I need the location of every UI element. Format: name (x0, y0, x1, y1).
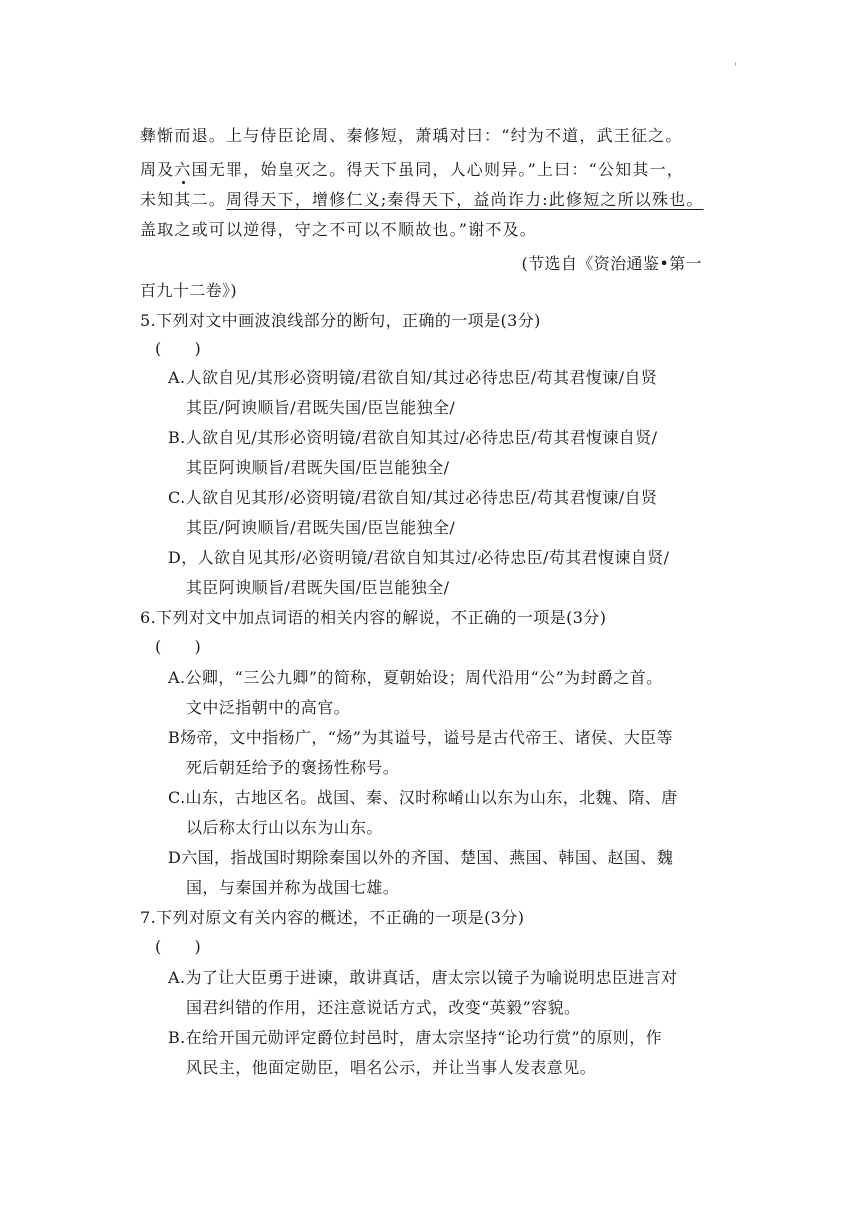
q7-stem: 7.下列对原文有关内容的概述，不正确的一项是(3分) (140, 908, 525, 927)
passage-line-2 (140, 158, 684, 182)
passage-line-3-a: 未知其二。 (140, 190, 227, 209)
page-mark: ' (734, 62, 737, 73)
q6-option-c-cont: 以后称太行山以东为山东。 (186, 818, 383, 837)
q6-answer-blank: ( ) (155, 637, 202, 656)
passage-line-2-a: 周及 (140, 160, 175, 179)
source-line-2: 百九十二卷》) (140, 281, 238, 300)
q7-option-a-cont: 国君纠错的作用，还注意说话方式，改变“英毅”容貌。 (186, 998, 581, 1017)
underlined-sentence: 周得天下，增修仁义;秦得天下，益尚诈力:此修短之所以殊也。 (226, 190, 704, 209)
q6-option-a-cont: 文中泛指朝中的高官。 (186, 698, 351, 717)
dotted-word-liuguo: 六 (174, 160, 192, 179)
q6-option-d: D六国，指战国时期除秦国以外的齐国、楚国、燕国、韩国、赵国、魏 (168, 848, 674, 867)
q5-answer-blank: ( ) (155, 339, 202, 358)
q5-option-a-cont: 其臣/阿谀顺旨/君既失国/臣岂能独全/ (186, 398, 456, 417)
q5-option-d-cont: 其臣阿谀顺旨/君既失国/臣岂能独全/ (186, 578, 450, 597)
passage-line-4: 盖取之或可以逆得，守之不可以不顺故也。”谢不及。 (140, 220, 537, 239)
q5-option-c: C.人欲自见其形/必资明镜/君欲自知/其过必待忠臣/苟其君愎谏/自贤 (168, 488, 658, 507)
q5-option-b: B.人欲自见/其形必资明镜/君欲自知其过/必待忠臣/苟其君愎谏自贤/ (168, 428, 658, 447)
q5-option-a: A.人欲自见/其形必资明镜/君欲自知/其过必待忠臣/苟其君愎谏/自贤 (168, 368, 658, 387)
q6-stem: 6.下列对文中加点词语的相关内容的解说，不正确的一项是(3分) (140, 608, 607, 627)
q6-option-d-cont: 国，与秦国并称为战国七雄。 (186, 878, 400, 897)
q7-option-b-cont: 风民主，他面定勋臣，唱名公示，并让当事人发表意见。 (186, 1058, 597, 1077)
source-line-1: (节选自《资治通鉴•第一 (521, 254, 702, 273)
q6-option-a: A.公卿，“三公九卿”的简称，夏朝始设；周代沿用“公”为封爵之首。 (168, 668, 663, 687)
q7-option-b: B.在给开国元勋评定爵位封邑时，唐太宗坚持“论功行赏”的原则，作 (168, 1028, 663, 1047)
passage-line-1: 彝惭而退。上与侍臣论周、秦修短，萧瑀对曰：“纣为不道，武王征之。 (140, 126, 683, 145)
q5-stem: 5.下列对文中画波浪线部分的断句，正确的一项是(3分) (140, 311, 541, 330)
passage-line-3 (140, 188, 704, 212)
q6-option-c: C.山东，古地区名。战国、秦、汉时称崤山以东为山东，北魏、隋、唐 (168, 788, 678, 807)
q5-option-b-cont: 其臣阿谀顺旨/君既失国/臣岂能独全/ (186, 458, 450, 477)
q6-option-b-cont: 死后朝廷给予的褒扬性称号。 (186, 758, 400, 777)
passage-line-2-c: 国无罪，始皇灭之。得天下虽同，人心则异。”上曰：“公知其一， (191, 160, 684, 179)
q5-option-c-cont: 其臣/阿谀顺旨/君既失国/臣岂能独全/ (186, 518, 456, 537)
q7-answer-blank: ( ) (155, 937, 202, 956)
q6-option-b: B炀帝，文中指杨广，“炀”为其谥号，谥号是古代帝王、诸侯、大臣等 (168, 728, 673, 747)
q7-option-a: A.为了让大臣勇于进谏，敢讲真话，唐太宗以镜子为喻说明忠臣进言对 (168, 968, 678, 987)
q5-option-d: D，人欲自见其形/必资明镜/君欲自知其过/必待忠臣/苟其君愎谏自贤/ (168, 548, 670, 567)
